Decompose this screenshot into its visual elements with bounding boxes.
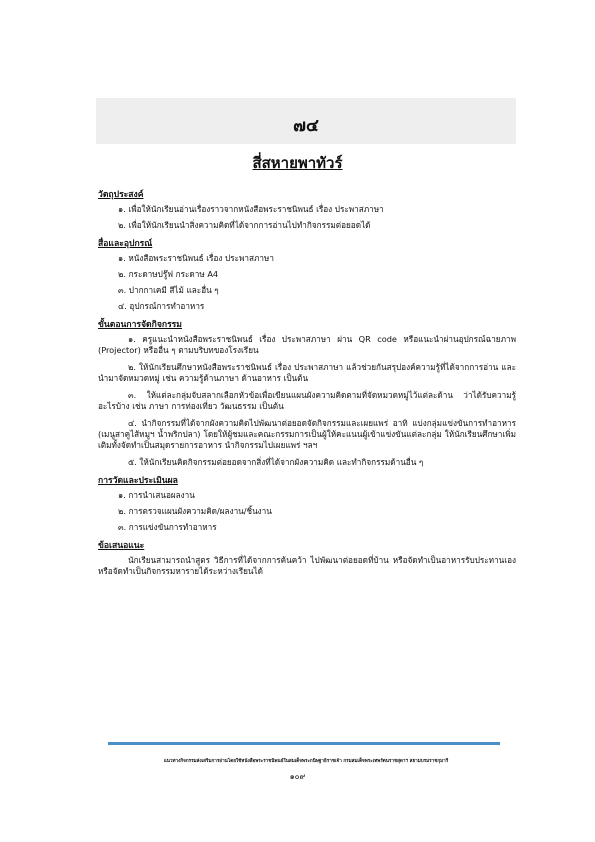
chapter-number: ๗๔ <box>293 116 319 136</box>
objective-item: ๒. เพื่อให้นักเรียนนำสิ่งความคิดที่ได้จากการอ่านไปทำกิจกรรมต่อยอดได้ <box>118 220 371 230</box>
material-item: ๓. ปากกาเคมี สีไม้ และอื่น ๆ <box>118 285 219 295</box>
material-item: ๑. หนังสือพระราชนิพนธ์ เรื่อง ประพาสภาษา <box>118 253 274 263</box>
material-item: ๒. กระดาษปรู๊ฟ กระดาษ A4 <box>118 269 219 279</box>
suggestion-paragraph: นักเรียนสามารถนำสูตร วิธีการที่ได้จากการค้นคว้า ไปพัฒนาต่อยอดที่บ้าน หรือจัดทำเป็นอาหารรับประทานเอง หรือจัดทำเป็นกิจกรรมหารายได้ระหว่างเรียนได้ <box>98 555 516 576</box>
material-item: ๔. อุปกรณ์การทำอาหาร <box>118 301 205 311</box>
procedure-step: ๒. ให้นักเรียนศึกษาหนังสือพระราชนิพนธ์ เรื่อง ประพาสภาษา แล้วช่วยกันสรุปองค์ความรู้ที่ได้จากการอ่าน และนำมาจัดหมวดหมู่ เช่น ความรู้ด้านภาษา ด้านอาหาร เป็นต้น <box>98 362 516 383</box>
materials-heading: สื่อและอุปกรณ์ <box>98 239 153 249</box>
document-body <box>98 190 516 583</box>
procedure-heading: ขั้นตอนการจัดกิจกรรม <box>98 320 182 330</box>
footer-caption: แนวทางกิจกรรมส่งเสริมการอ่านโดยใช้หนังสือพระราชนิพนธ์ในสมเด็จพระกนิษฐาธิราชเจ้า กรมสมเด็จพระเทพรัตนราชสุดาฯ สยามบรมราชกุมารี <box>163 759 449 764</box>
objective-item: ๑. เพื่อให้นักเรียนอ่านเรื่องราวจากหนังสือพระราชนิพนธ์ เรื่อง ประพาสภาษา <box>118 204 384 214</box>
evaluation-heading: การวัดและประเมินผล <box>98 476 178 486</box>
evaluation-item: ๓. การแข่งขันการทำอาหาร <box>118 522 217 532</box>
footer-divider <box>108 742 500 745</box>
procedure-step: ๑. ครูแนะนำหนังสือพระราชนิพนธ์ เรื่อง ประพาสภาษา ผ่าน QR code หรือแนะนำผ่านอุปกรณ์ฉายภาพ (Projector) หรืออื่น ๆ ตามบริบทของโรงเรียน <box>98 334 516 355</box>
document-title: สี่สหายพาทัวร์ <box>252 154 343 172</box>
objectives-heading: วัตถุประสงค์ <box>98 190 144 200</box>
page-number: ๑๐๙ <box>289 772 306 781</box>
suggestions-heading: ข้อเสนอแนะ <box>98 541 145 551</box>
evaluation-item: ๒. การตรวจแผนผังความคิด/ผลงาน/ชิ้นงาน <box>118 506 272 516</box>
procedure-step: ๕. ให้นักเรียนคิดกิจกรรมต่อยอดจากสิ่งที่ได้จากผังความคิด และทำกิจกรรมด้านอื่น ๆ <box>128 457 424 467</box>
evaluation-item: ๑. การนำเสนอผลงาน <box>118 490 195 500</box>
header-bar <box>96 98 516 144</box>
procedure-step: ๓. ให้แต่ละกลุ่มจับสลากเลือกหัวข้อเพื่อเขียนแผนผังความคิดตามที่จัดหมวดหมู่ไว้แต่ละด้าน ว่าได้รับความรู้อะไรบ้าง เช่น ภาษา การท่องเที่ยว วัฒนธรรม เป็นต้น <box>98 390 516 411</box>
procedure-step: ๔. นำกิจกรรมที่ได้จากผังความคิดไปพัฒนาต่อยอดจัดกิจกรรมและเผยแพร่ อาทิ แบ่งกลุ่มแข่งขันการทำอาหาร (เมนูสาคูไส้หมูฯ น้ำพริกปลา) โดยให้ผู้ชมและคณะกรรมการเป็นผู้ให้คะแนนผู้เข้าแข่งขันแต่ละกลุ่ม ให้นักเรียนศึกษาเพิ่มเติมทั้งจัดทำเป็นสมุดรายการอาหาร นำกิจกรรมไปเผยแพร่ ฯลฯ <box>98 418 516 450</box>
